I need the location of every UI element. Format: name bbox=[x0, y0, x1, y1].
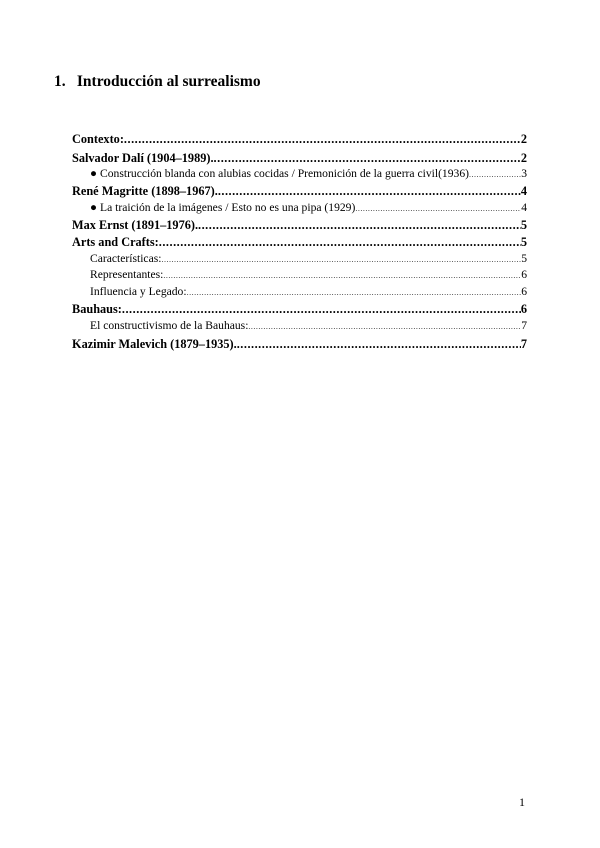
page-number: 1 bbox=[519, 795, 525, 809]
toc-entry-label: Construcción blanda con alubias cocidas / Premonición de la guerra civil(1936) bbox=[100, 167, 469, 180]
toc-entry-bauhaus[interactable] bbox=[72, 300, 527, 318]
toc-leader-dots bbox=[355, 200, 521, 217]
toc-entry-page: 6 bbox=[520, 302, 527, 316]
bullet-icon: ● bbox=[90, 167, 98, 180]
toc-entry-page: 5 bbox=[521, 252, 527, 265]
toc-entry-label: Arts and Crafts: bbox=[72, 235, 159, 249]
toc-entry-page: 5 bbox=[520, 235, 527, 249]
toc-entry-label: René Magritte (1898–1967). bbox=[72, 184, 218, 198]
toc-entry-representantes[interactable] bbox=[90, 266, 527, 284]
toc-entry-label: Representantes: bbox=[90, 268, 164, 281]
toc-entry-label: Características: bbox=[90, 252, 162, 265]
toc-entry-arts-and-crafts[interactable] bbox=[72, 233, 527, 251]
toc-leader-dots bbox=[469, 166, 521, 183]
toc-entry-page: 4 bbox=[520, 184, 527, 198]
toc-entry-construccion-blanda[interactable] bbox=[90, 165, 527, 183]
toc-entry-max-ernst[interactable] bbox=[72, 216, 527, 234]
toc-entry-constructivismo-bauhaus[interactable] bbox=[90, 317, 527, 335]
toc-leader-dots bbox=[163, 267, 521, 284]
toc-entry-label: Influencia y Legado: bbox=[90, 285, 187, 298]
toc-leader-dots bbox=[198, 216, 521, 234]
toc-entry-label: Contexto: bbox=[72, 132, 124, 146]
toc-entry-label: Bauhaus: bbox=[72, 302, 122, 316]
toc-leader-dots bbox=[237, 335, 521, 353]
section-title: Introducción al surrealismo bbox=[76, 73, 261, 90]
toc-entry-page: 5 bbox=[520, 218, 527, 232]
toc-entry-contexto[interactable] bbox=[72, 130, 527, 148]
toc-entry-label: Kazimir Malevich (1879–1935). bbox=[72, 337, 237, 351]
toc-entry-page: 7 bbox=[521, 319, 527, 332]
toc-entry-traicion-imagenes[interactable] bbox=[90, 199, 527, 217]
toc-entry-page: 6 bbox=[521, 285, 527, 298]
toc-leader-dots bbox=[159, 233, 521, 251]
toc-entry-page: 3 bbox=[521, 167, 527, 180]
toc-leader-dots bbox=[124, 130, 521, 148]
toc-entry-page: 4 bbox=[521, 201, 527, 214]
toc-leader-dots bbox=[218, 182, 521, 200]
toc-entry-page: 2 bbox=[520, 151, 527, 165]
toc-entry-label: Max Ernst (1891–1976). bbox=[72, 218, 199, 232]
toc-entry-page: 7 bbox=[520, 337, 527, 351]
toc-leader-dots bbox=[122, 300, 521, 318]
toc-entry-rene-magritte[interactable] bbox=[72, 182, 527, 200]
toc-entry-label: El constructivismo de la Bauhaus: bbox=[90, 319, 249, 332]
toc-entry-page: 6 bbox=[521, 268, 527, 281]
toc-leader-dots bbox=[187, 284, 522, 301]
toc-entry-label: Salvador Dalí (1904–1989). bbox=[72, 151, 214, 165]
toc-leader-dots bbox=[248, 318, 521, 335]
bullet-icon: ● bbox=[90, 201, 98, 214]
toc-entry-kazimir-malevich[interactable] bbox=[72, 335, 527, 353]
section-number: 1. bbox=[54, 73, 66, 90]
toc-entry-label: La traición de la imágenes / Esto no es una pipa (1929) bbox=[100, 201, 356, 214]
toc-entry-page: 2 bbox=[520, 132, 527, 146]
toc-entry-influencia-legado[interactable] bbox=[90, 283, 527, 301]
